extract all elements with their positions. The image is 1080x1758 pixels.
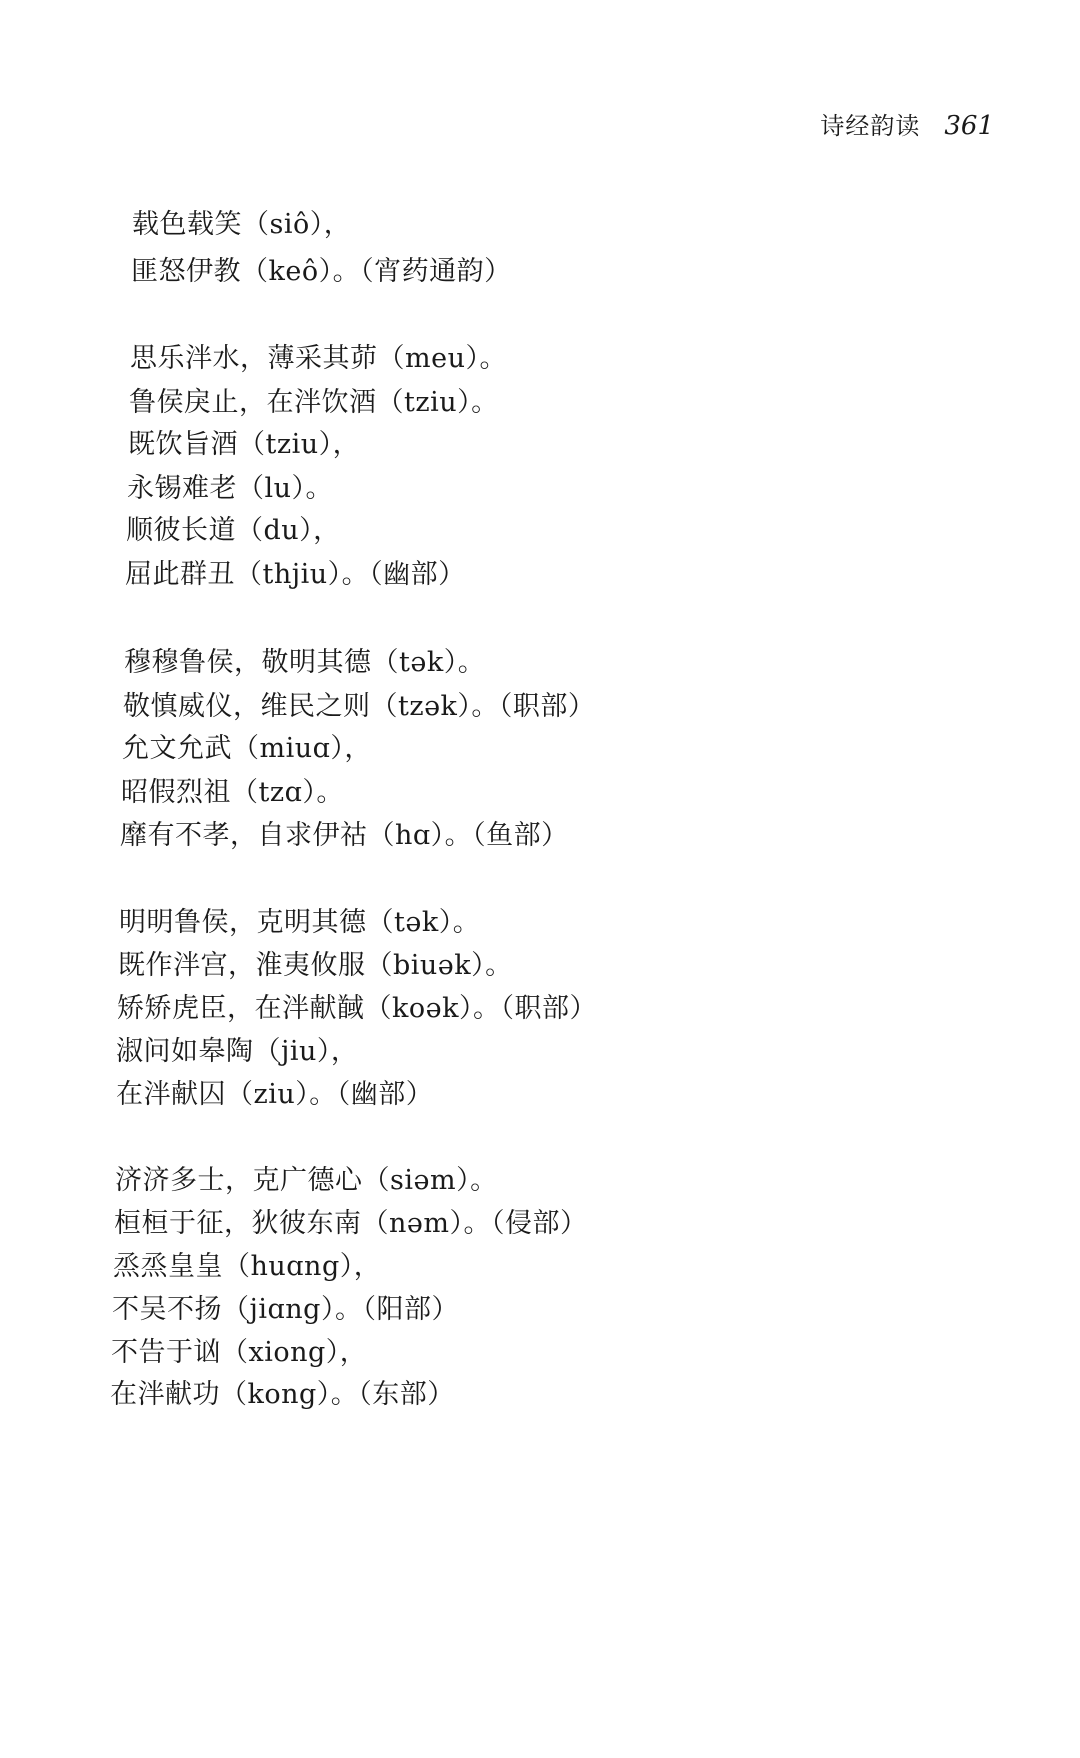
poem-line: 靡有不孝，自求伊祜（hɑ）。（鱼部） [120,820,569,851]
poem-line: 敬慎威仪，维民之则（tzək）。（职部） [123,691,596,722]
poem-line: 济济多士，克广德心（siəm）。 [115,1165,498,1196]
poem-line: 不告于讻（xiong）， [111,1337,368,1368]
page-number: 361 [944,111,994,141]
poem-line: 思乐泮水，薄采其茆（meu）。 [130,343,507,374]
poem-line: 在泮献囚（ziu）。（幽部） [116,1079,434,1110]
poem-line: 不吴不扬（jiɑng）。（阳部） [112,1294,459,1325]
poem-line: 既饮旨酒（tziu）， [128,429,361,460]
poem-line: 允文允武（miuɑ）， [122,733,372,764]
poem-line: 桓桓于征，狄彼东南（nəm）。（侵部） [114,1208,588,1239]
poem-line: 在泮献功（kong）。（东部） [110,1379,455,1410]
poem-line: 屈此群丑（thjiu）。（幽部） [125,559,466,590]
poem-line: 顺彼长道（du）， [126,515,341,546]
poem-line: 矫矫虎臣，在泮献馘（koək）。（职部） [117,993,597,1024]
running-title: 诗经韵读 [820,112,921,140]
poem-line: 鲁侯戾止，在泮饮酒（tziu）。 [129,387,499,418]
poem-line: 匪怒伊教（keô）。（宵药通韵） [131,256,512,287]
poem-line: 载色载笑（siô）， [132,209,352,240]
poem-line: 明明鲁侯，克明其德（tək）。 [119,907,481,938]
poem-line: 永锡难老（lu）。 [127,473,334,504]
poem-line: 穆穆鲁侯，敬明其德（tək）。 [124,647,486,678]
poem-line: 淑问如皋陶（jiu）， [116,1036,359,1067]
poem-line: 烝烝皇皇（huɑng）， [113,1251,382,1282]
poem-line: 既作泮宫，淮夷攸服（biuək）。 [118,950,513,981]
poem-line: 昭假烈祖（tzɑ）。 [121,777,344,808]
